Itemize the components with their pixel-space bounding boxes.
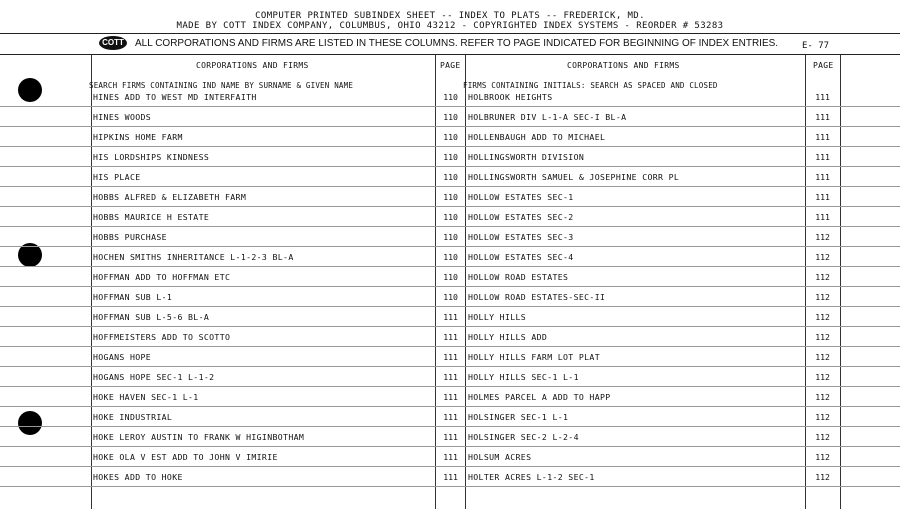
- right-entry-page: 112: [815, 372, 830, 382]
- right-entry-page: 112: [815, 332, 830, 342]
- left-entry-name: HIPKINS HOME FARM: [93, 132, 183, 142]
- left-entry-page: 111: [443, 452, 458, 462]
- left-entry-name: HOKE HAVEN SEC-1 L-1: [93, 392, 199, 402]
- right-entry-name: HOLLINGSWORTH SAMUEL & JOSEPHINE CORR PL: [468, 172, 680, 182]
- right-entry-page: 111: [815, 192, 830, 202]
- right-entry-name: HOLLY HILLS FARM LOT PLAT: [468, 352, 600, 362]
- left-entry-page: 111: [443, 352, 458, 362]
- notice-text: ALL CORPORATIONS AND FIRMS ARE LISTED IN THESE COLUMNS. REFER TO PAGE INDICATED FOR BEGINNING OF INDEX ENTRIES.: [135, 37, 779, 49]
- left-entry-page: 111: [443, 332, 458, 342]
- right-entry-name: HOLMES PARCEL A ADD TO HAPP: [468, 392, 611, 402]
- right-entry-page: 112: [815, 432, 830, 442]
- left-entry-name: HOFFMAN ADD TO HOFFMAN ETC: [93, 272, 231, 282]
- left-entry-page: 111: [443, 472, 458, 482]
- right-column-title: CORPORATIONS AND FIRMS: [567, 61, 680, 70]
- notice-line: [99, 35, 778, 51]
- right-entry-page: 111: [815, 212, 830, 222]
- left-entry-name: HOBBS PURCHASE: [93, 232, 167, 242]
- left-entry-name: HOBBS MAURICE H ESTATE: [93, 212, 210, 222]
- left-entry-page: 111: [443, 412, 458, 422]
- left-entry-name: HOKE INDUSTRIAL: [93, 412, 173, 422]
- left-entry-name: HOFFMAN SUB L-1: [93, 292, 173, 302]
- right-entry-name: HOLLENBAUGH ADD TO MICHAEL: [468, 132, 606, 142]
- right-entry-name: HOLSINGER SEC-2 L-2-4: [468, 432, 579, 442]
- left-entry-name: HOKE LEROY AUSTIN TO FRANK W HIGINBOTHAM: [93, 432, 305, 442]
- right-entry-page: 111: [815, 92, 830, 102]
- left-entry-page: 110: [443, 292, 458, 302]
- left-entry-page: 111: [443, 432, 458, 442]
- right-entry-name: HOLLY HILLS: [468, 312, 527, 322]
- right-entry-page: 112: [815, 312, 830, 322]
- left-search-instruction: SEARCH FIRMS CONTAINING IND NAME BY SURNAME & GIVEN NAME: [89, 81, 354, 90]
- right-search-instruction: FIRMS CONTAINING INITIALS: SEARCH AS SPACED AND CLOSED: [463, 81, 718, 90]
- left-entry-name: HOKES ADD TO HOKE: [93, 472, 183, 482]
- center-divider: [465, 55, 466, 509]
- left-entry-page: 110: [443, 112, 458, 122]
- left-entry-name: HIS PLACE: [93, 172, 141, 182]
- binder-hole-top: [18, 78, 42, 102]
- right-entry-page: 111: [815, 152, 830, 162]
- right-entry-name: HOLLINGSWORTH DIVISION: [468, 152, 585, 162]
- right-entry-name: HOLLOW ESTATES SEC-4: [468, 252, 574, 262]
- right-entry-page: 112: [815, 452, 830, 462]
- binder-hole-bottom: [18, 411, 42, 435]
- right-entry-page: 111: [815, 112, 830, 122]
- right-entry-page: 112: [815, 352, 830, 362]
- right-entry-page: 111: [815, 172, 830, 182]
- left-entry-page: 110: [443, 272, 458, 282]
- right-entry-page: 112: [815, 252, 830, 262]
- publisher-line: MADE BY COTT INDEX COMPANY, COLUMBUS, OHIO 43212 - COPYRIGHTED INDEX SYSTEMS - REORDER # 53283: [176, 21, 724, 31]
- left-entry-name: HOGANS HOPE: [93, 352, 152, 362]
- left-entry-name: HOKE OLA V EST ADD TO JOHN V IMIRIE: [93, 452, 278, 462]
- right-entry-page: 111: [815, 132, 830, 142]
- right-page-header: PAGE: [813, 61, 834, 70]
- sheet-number: E- 77: [802, 41, 830, 51]
- left-entry-name: HOFFMEISTERS ADD TO SCOTTO: [93, 332, 231, 342]
- left-entry-name: HIS LORDSHIPS KINDNESS: [93, 152, 210, 162]
- row-rule: [0, 486, 900, 487]
- left-entry-page: 110: [443, 212, 458, 222]
- right-entry-name: HOLLY HILLS SEC-1 L-1: [468, 372, 579, 382]
- left-entry-name: HOGANS HOPE SEC-1 L-1-2: [93, 372, 215, 382]
- right-entry-page: 112: [815, 272, 830, 282]
- cott-logo: COTT: [99, 36, 127, 50]
- left-entry-page: 110: [443, 252, 458, 262]
- left-entry-page: 111: [443, 312, 458, 322]
- right-entry-page: 112: [815, 412, 830, 422]
- right-margin-line: [840, 55, 841, 509]
- right-entry-page: 112: [815, 292, 830, 302]
- left-entry-name: HINES WOODS: [93, 112, 152, 122]
- left-entry-name: HOCHEN SMITHS INHERITANCE L-1-2-3 BL-A: [93, 252, 294, 262]
- left-entry-page: 111: [443, 372, 458, 382]
- right-entry-name: HOLLOW ESTATES SEC-3: [468, 232, 574, 242]
- left-margin-line: [91, 55, 92, 509]
- left-entry-name: HOBBS ALFRED & ELIZABETH FARM: [93, 192, 247, 202]
- right-entry-name: HOLLOW ESTATES SEC-2: [468, 212, 574, 222]
- notice-divider: [0, 54, 900, 55]
- left-entry-name: HOFFMAN SUB L-5-6 BL-A: [93, 312, 210, 322]
- left-entry-page: 110: [443, 132, 458, 142]
- right-entry-name: HOLTER ACRES L-1-2 SEC-1: [468, 472, 595, 482]
- header-divider: [0, 33, 900, 34]
- right-entry-name: HOLBROOK HEIGHTS: [468, 92, 553, 102]
- left-column-title: CORPORATIONS AND FIRMS: [196, 61, 309, 70]
- left-entry-page: 111: [443, 392, 458, 402]
- left-entry-page: 110: [443, 152, 458, 162]
- sheet-title: COMPUTER PRINTED SUBINDEX SHEET -- INDEX TO PLATS -- FREDERICK, MD.: [255, 11, 645, 21]
- right-entry-name: HOLLOW ESTATES SEC-1: [468, 192, 574, 202]
- right-entry-name: HOLLOW ROAD ESTATES: [468, 272, 569, 282]
- left-page-header: PAGE: [440, 61, 461, 70]
- right-entry-page: 112: [815, 472, 830, 482]
- left-entry-page: 110: [443, 232, 458, 242]
- left-entry-page: 110: [443, 172, 458, 182]
- right-entry-name: HOLSINGER SEC-1 L-1: [468, 412, 569, 422]
- right-entry-name: HOLBRUNER DIV L-1-A SEC-I BL-A: [468, 112, 627, 122]
- left-entry-page: 110: [443, 92, 458, 102]
- right-entry-page: 112: [815, 232, 830, 242]
- left-entry-name: HINES ADD TO WEST MD INTERFAITH: [93, 92, 257, 102]
- right-entry-name: HOLLY HILLS ADD: [468, 332, 548, 342]
- right-entry-name: HOLSUM ACRES: [468, 452, 532, 462]
- left-entry-page: 110: [443, 192, 458, 202]
- right-entry-page: 112: [815, 392, 830, 402]
- right-entry-name: HOLLOW ROAD ESTATES-SEC-II: [468, 292, 606, 302]
